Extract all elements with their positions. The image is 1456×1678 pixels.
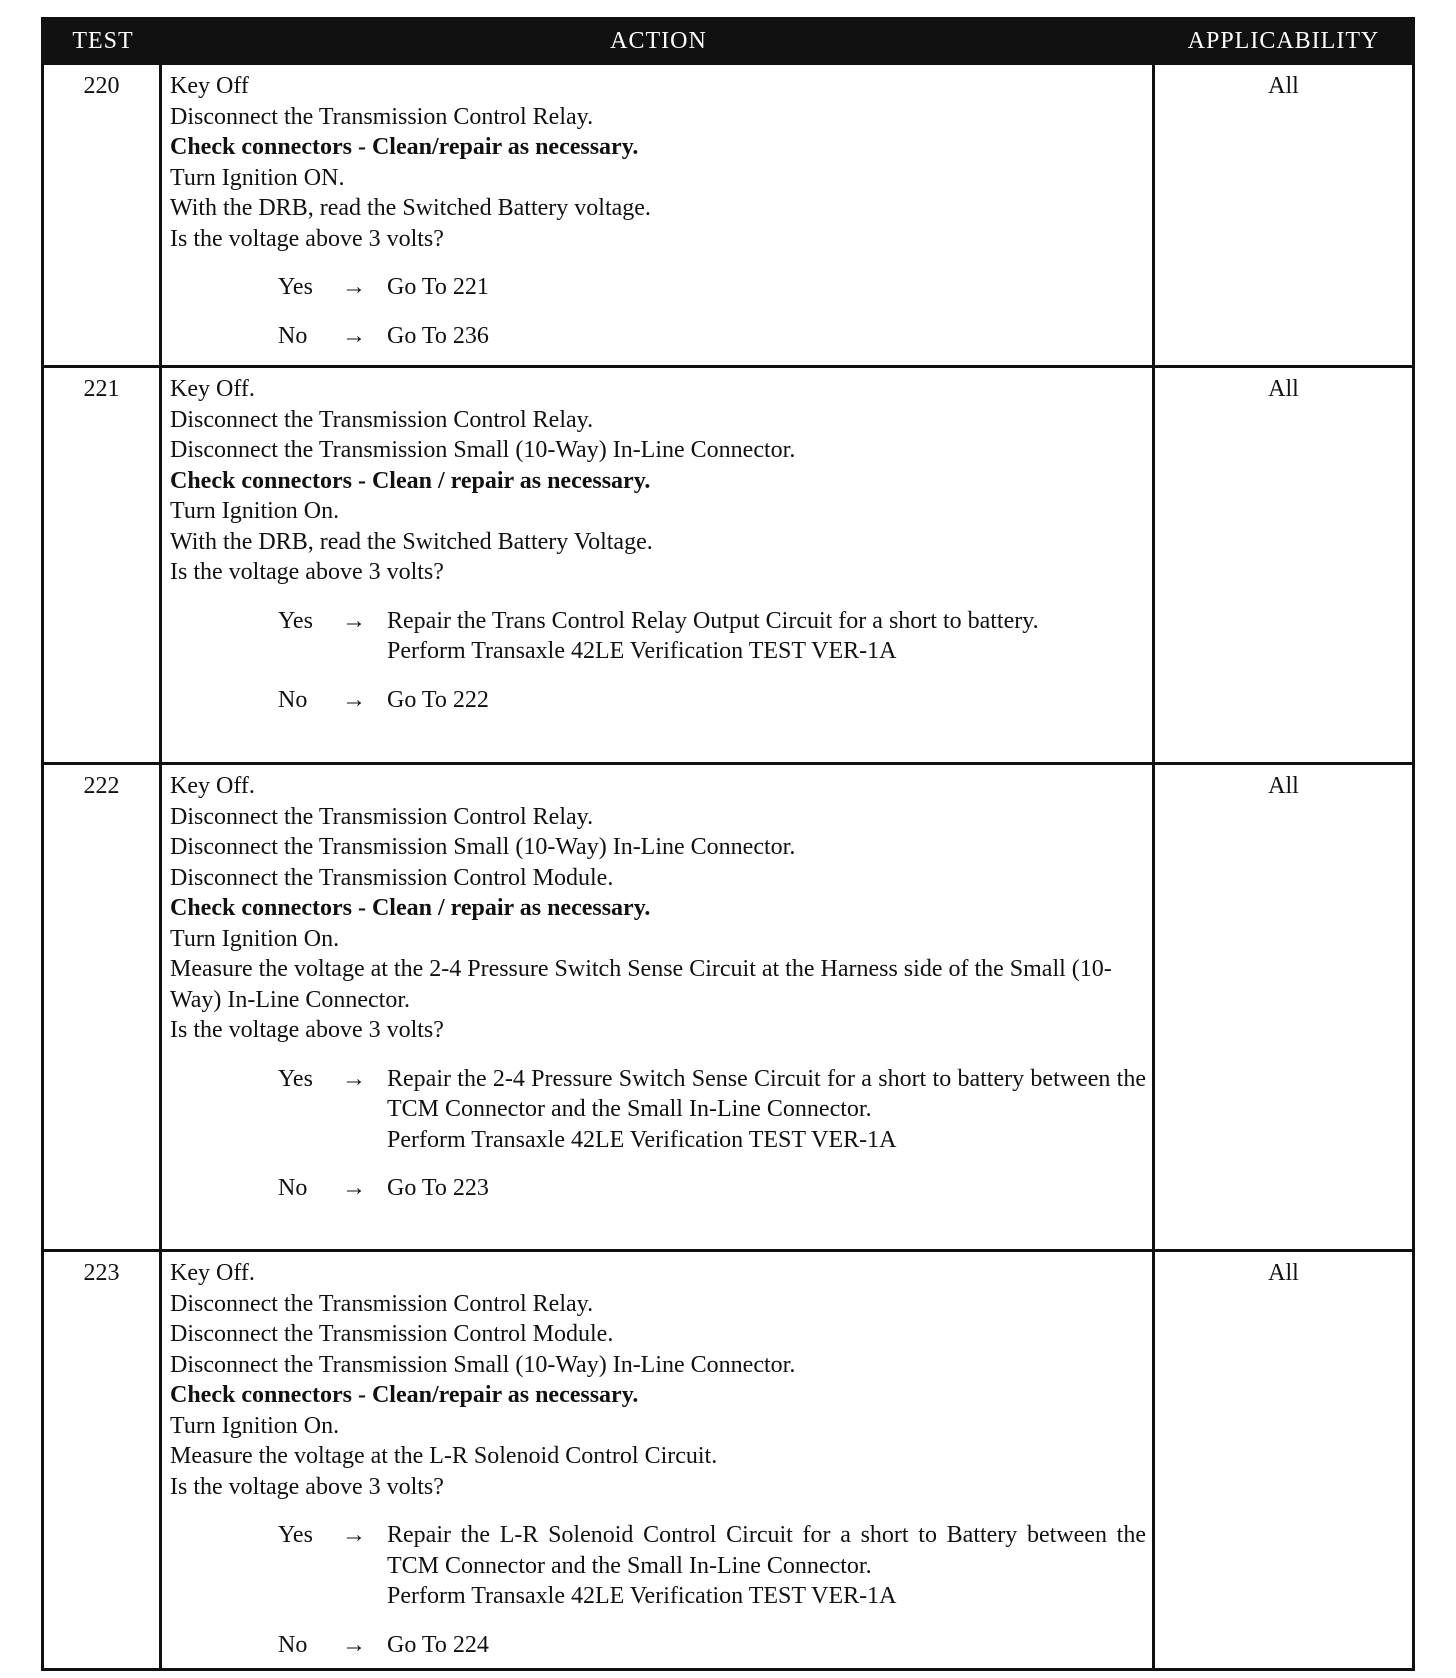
action-line: Check connectors - Clean/repair as necessary. [170,134,639,160]
yes-answer [170,272,1146,303]
action-line: Measure the voltage at the L-R Solenoid Control Circuit. [170,1443,718,1469]
action-line: Is the voltage above 3 volts? [170,1473,444,1500]
yes-label: Yes [278,1522,313,1548]
action-line: Key Off [170,73,249,99]
yes-result-line: Repair the Trans Control Relay Output Circuit for a short to battery. [387,607,1039,634]
table-header [44,20,1412,62]
action-line: Disconnect the Transmission Control Relay. [170,103,594,130]
header-action: ACTION [610,27,707,54]
test-number: 221 [44,368,162,762]
action-line: Disconnect the Transmission Small (10-Way) In-Line Connector. [170,437,796,463]
action-line: Disconnect the Transmission Control Module. [170,1321,614,1347]
yes-answer [170,1064,1146,1156]
answers [170,1520,1146,1660]
action-line: Is the voltage above 3 volts? [170,559,444,585]
action-line: With the DRB, read the Switched Battery Voltage. [170,528,653,555]
yes-label: Yes [278,274,313,300]
yes-label: Yes [278,1065,313,1092]
yes-result [387,606,1146,667]
arrow-icon: → [342,1522,366,1548]
action-line: Disconnect the Transmission Control Relay. [170,406,594,433]
applicability: All [1268,773,1299,799]
action-line: Disconnect the Transmission Control Relay. [170,1290,594,1317]
answers [170,272,1146,351]
applicability: All [1268,1260,1299,1286]
table-row [44,365,1412,762]
action-line: Check connectors - Clean / repair as necessary. [170,467,651,494]
no-result: Go To 224 [387,1631,489,1658]
arrow-icon: → [342,607,366,634]
test-number: 222 [44,765,162,1249]
action-cell [162,765,1155,1249]
action-line: With the DRB, read the Switched Battery voltage. [170,195,651,221]
diagnostic-table [41,17,1415,1671]
header-test: TEST [72,27,134,54]
no-answer [170,1173,1146,1204]
yes-result [387,1064,1146,1156]
yes-result-line: Perform Transaxle 42LE Verification TEST VER-1A [387,638,897,664]
arrow-icon: → [342,1065,366,1092]
action-line: Disconnect the Transmission Control Module. [170,864,614,891]
no-label: No [278,322,308,349]
no-label: No [278,1175,308,1201]
no-answer [170,1630,1146,1661]
action-line: Disconnect the Transmission Control Relay. [170,803,594,830]
table-row [44,762,1412,1249]
action-line: Disconnect the Transmission Small (10-Way) In-Line Connector. [170,1351,796,1378]
action-cell [162,65,1155,365]
no-result: Go To 223 [387,1175,489,1201]
answers [170,606,1146,716]
yes-answer [170,606,1146,667]
action-line: Is the voltage above 3 volts? [170,1017,444,1043]
arrow-icon: → [342,322,366,349]
yes-result: Go To 221 [387,274,489,300]
action-line: Check connectors - Clean / repair as necessary. [170,895,651,921]
answers [170,1064,1146,1204]
yes-result [387,1520,1146,1612]
yes-answer [170,1520,1146,1612]
action-line: Disconnect the Transmission Small (10-Way) In-Line Connector. [170,834,796,860]
arrow-icon: → [342,686,366,713]
action-cell [162,368,1155,762]
test-number: 223 [44,1252,162,1668]
action-line: Turn Ignition On. [170,498,340,524]
action-line: Key Off. [170,376,255,402]
action-line: Turn Ignition On. [170,1412,340,1439]
no-label: No [278,686,308,713]
header-applicability: APPLICABILITY [1187,27,1380,54]
action-line: Is the voltage above 3 volts? [170,225,444,252]
arrow-icon: → [342,1175,366,1201]
test-number: 220 [44,65,162,365]
no-answer [170,321,1146,352]
no-result: Go To 222 [387,686,489,713]
yes-result-line: Perform Transaxle 42LE Verification TEST VER-1A [387,1583,897,1609]
yes-result-line: Perform Transaxle 42LE Verification TEST VER-1A [387,1126,897,1153]
action-line: Key Off. [170,1260,255,1286]
yes-result-line: Repair the 2-4 Pressure Switch Sense Circuit for a short to battery between the TCM Connector and the Small In-Line Connector. [387,1065,1146,1122]
yes-label: Yes [278,607,313,634]
applicability: All [1268,376,1299,402]
applicability: All [1268,73,1299,99]
no-label: No [278,1631,308,1658]
table-row [44,62,1412,365]
action-line: Check connectors - Clean/repair as necessary. [170,1382,639,1408]
action-line: Turn Ignition ON. [170,164,345,191]
arrow-icon: → [342,1631,366,1658]
action-cell [162,1252,1155,1668]
arrow-icon: → [342,274,366,300]
action-line: Turn Ignition On. [170,925,340,952]
table-row [44,1249,1412,1668]
action-line: Key Off. [170,773,255,799]
no-result: Go To 236 [387,322,489,349]
yes-result-line: Repair the L-R Solenoid Control Circuit for a short to Battery between the TCM Connector and the Small In-Line Connector. [387,1522,1146,1579]
action-line: Measure the voltage at the 2-4 Pressure Switch Sense Circuit at the Harness side of the Small (10-Way) In-Line Connector. [170,956,1112,1013]
no-answer [170,685,1146,716]
